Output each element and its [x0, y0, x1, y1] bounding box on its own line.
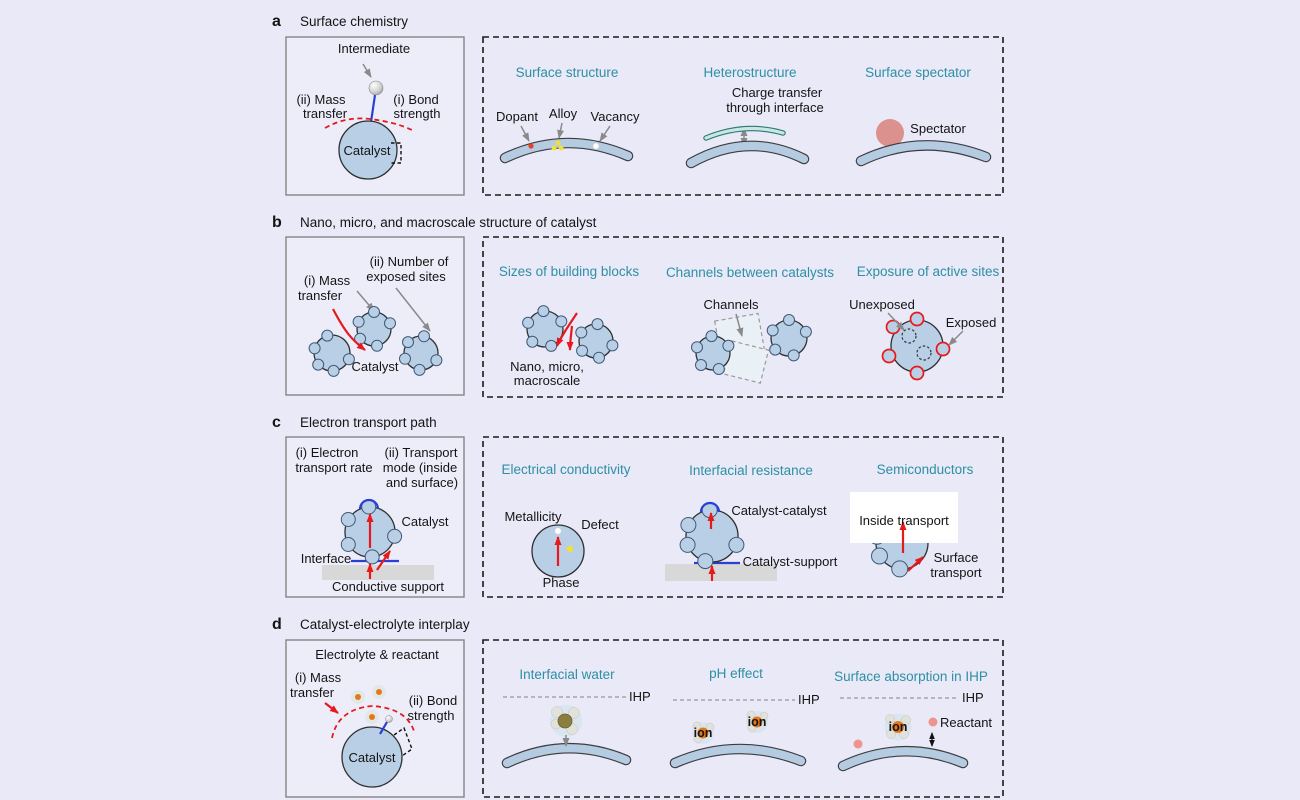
- mass-transfer-label-1: (i) Mass: [294, 670, 342, 685]
- channels-heading: Channels between catalysts: [665, 265, 835, 280]
- ihp-label: IHP: [798, 692, 820, 707]
- scale-label-2: macroscale: [513, 373, 581, 388]
- interfacial-water-diagram: [503, 667, 651, 763]
- building-block-right: [576, 319, 618, 364]
- exposed-sites-label-2: exposed sites: [366, 269, 446, 284]
- surface-transport-label-1: Surface: [933, 550, 979, 565]
- semiconductors-diagram: [850, 462, 982, 580]
- exposure-heading: Exposure of active sites: [856, 264, 1000, 279]
- surface-transport-label-2: transport: [930, 565, 982, 580]
- reactant-dot-icon: [854, 740, 863, 749]
- bond-strength-label-2: strength: [407, 708, 455, 723]
- panel-a: [272, 13, 1003, 195]
- mass-transfer-label-2: transfer: [297, 288, 343, 303]
- exposed-site-icon: [911, 367, 924, 380]
- spectator-label: Spectator: [910, 121, 966, 136]
- alloy-arrow-icon: [559, 123, 562, 138]
- panel-d-letter: d: [272, 616, 282, 633]
- dopant-arrow-icon: [521, 126, 529, 141]
- reactant-dot-icon: [929, 718, 938, 727]
- mass-transfer-label-1: (i) Mass: [303, 273, 351, 288]
- mode-label-3: and surface): [385, 475, 459, 490]
- dopant-label: Dopant: [496, 109, 538, 124]
- channels-label: Channels: [703, 297, 759, 312]
- panel-c: [272, 414, 1003, 597]
- panel-b-letter: b: [272, 214, 282, 231]
- alloy-dot-icon: [552, 146, 557, 151]
- channel-catalyst-right: [767, 315, 811, 361]
- surface-absorption-diagram: [834, 669, 992, 766]
- exposed-site-icon: [883, 350, 896, 363]
- bond-strength-label-1: (ii) Bond: [408, 693, 458, 708]
- catalyst-label: Catalyst: [351, 359, 399, 374]
- unexposed-label: Unexposed: [849, 297, 915, 312]
- panel-c-letter: c: [272, 414, 281, 431]
- panel-a-letter: a: [272, 13, 281, 30]
- panel-c-title: Electron transport path: [300, 415, 437, 430]
- catalyst-catalyst-label: Catalyst-catalyst: [731, 503, 827, 518]
- ion-label: ion: [888, 720, 908, 734]
- conductive-support-label: Conductive support: [331, 579, 445, 594]
- reactant-label: Reactant: [940, 715, 993, 730]
- building-block-left: [523, 306, 567, 352]
- catalyst-support-label: Catalyst-support: [742, 554, 838, 569]
- interfacial-water-heading: Interfacial water: [519, 667, 615, 682]
- exposed-site-icon: [911, 313, 924, 326]
- panel-b-title: Nano, micro, and macroscale structure of catalyst: [300, 215, 597, 230]
- defect-label: Defect: [581, 517, 619, 532]
- exposed-sites-label-1: (ii) Number of: [369, 254, 449, 269]
- water-molecule-icon: [550, 705, 582, 737]
- bond-strength-label-2: strength: [393, 106, 441, 121]
- ion-label: ion: [693, 726, 713, 740]
- ph-effect-heading: pH effect: [709, 666, 763, 681]
- alloy-label: Alloy: [548, 106, 578, 121]
- mass-transfer-label-2: transfer: [289, 685, 335, 700]
- vacancy-arrow-icon: [600, 126, 610, 141]
- mode-label-2: mode (inside: [382, 460, 458, 475]
- surface-spectator-heading: Surface spectator: [865, 65, 971, 80]
- metallicity-label: Metallicity: [504, 509, 562, 524]
- heterostructure-heading: Heterostructure: [703, 65, 797, 80]
- exposed-site-icon: [937, 343, 950, 356]
- ph-effect-diagram: [673, 666, 820, 763]
- defect-dot-icon: [567, 546, 573, 552]
- semiconductors-heading: Semiconductors: [876, 462, 974, 477]
- alloy-dot-icon: [556, 141, 561, 146]
- surface-absorption-heading: Surface absorption in IHP: [834, 669, 988, 684]
- resistance-heading: Interfacial resistance: [689, 463, 813, 478]
- resistance-diagram: [665, 463, 838, 581]
- channels-diagram: [666, 265, 834, 383]
- sizes-diagram: [499, 264, 640, 388]
- hydrated-ion-icon: [885, 714, 912, 741]
- rate-label-1: (i) Electron: [295, 445, 359, 460]
- rate-label-2: transport rate: [295, 460, 373, 475]
- panel-d-title: Catalyst-electrolyte interplay: [300, 617, 470, 632]
- adsorbate-sphere-icon: [386, 716, 393, 723]
- mass-transfer-label-1: (ii) Mass: [296, 92, 346, 107]
- ion-label: ion: [747, 715, 767, 729]
- surface-structure-diagram: [496, 65, 640, 158]
- conductivity-diagram: [501, 462, 630, 590]
- intermediate-label: Intermediate: [337, 41, 411, 56]
- mass-transfer-label-2: transfer: [302, 106, 348, 121]
- panel-a-title: Surface chemistry: [300, 14, 409, 29]
- exposed-arrow-icon: [949, 331, 963, 345]
- heterostructure-diagram: [691, 65, 824, 163]
- sizes-heading: Sizes of building blocks: [498, 264, 640, 279]
- size-arrow-icon: [570, 326, 572, 350]
- vacancy-dot-icon: [593, 143, 599, 149]
- panel-b: [272, 214, 1003, 397]
- intermediate-sphere-icon: [369, 81, 383, 95]
- interface-label: Interface: [300, 551, 352, 566]
- surface-structure-heading: Surface structure: [515, 65, 619, 80]
- catalyst-label: Catalyst: [348, 750, 396, 765]
- vacancy-label: Vacancy: [590, 109, 640, 124]
- hydrated-ion-icon: [692, 722, 714, 744]
- catalyst-label: Catalyst: [401, 514, 449, 529]
- hydrated-ion-icon: [746, 711, 768, 733]
- ihp-label: IHP: [629, 689, 651, 704]
- exposure-diagram: [849, 264, 999, 380]
- phase-label: Phase: [542, 575, 580, 590]
- ihp-label: IHP: [962, 690, 984, 705]
- catalyst-label: Catalyst: [343, 143, 391, 158]
- mode-label-1: (ii) Transport: [384, 445, 458, 460]
- electrolyte-reactant-label: Electrolyte & reactant: [315, 647, 439, 662]
- dopant-dot-icon: [528, 143, 533, 148]
- panel-d: [272, 616, 1003, 797]
- exposed-label: Exposed: [945, 315, 997, 330]
- alloy-dot-icon: [559, 146, 564, 151]
- surface-spectator-diagram: [861, 65, 986, 161]
- charge-transfer-label-2: through interface: [726, 100, 824, 115]
- metallicity-dot-icon: [555, 528, 561, 534]
- inside-transport-label: Inside transport: [859, 513, 949, 528]
- conductivity-heading: Electrical conductivity: [501, 462, 631, 477]
- charge-transfer-label-1: Charge transfer: [731, 85, 823, 100]
- bond-strength-label-1: (i) Bond: [393, 92, 439, 107]
- scale-label-1: Nano, micro,: [510, 359, 584, 374]
